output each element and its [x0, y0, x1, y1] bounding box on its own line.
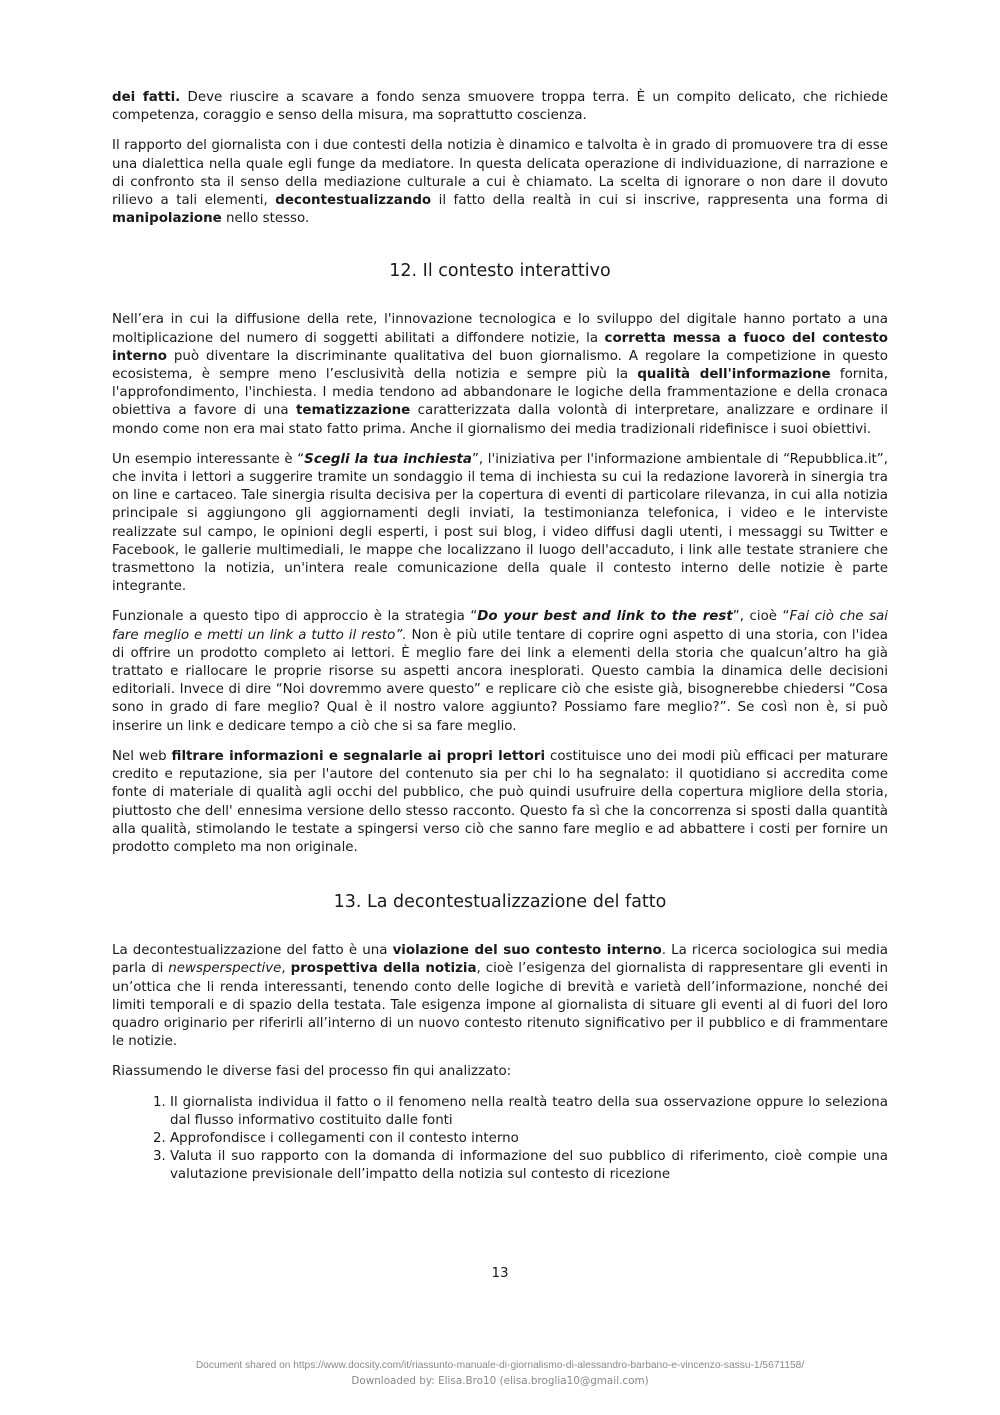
bold-text: decontestualizzando [275, 193, 432, 209]
list-item: 2. Approfondisce i collegamenti con il contesto interno [170, 1130, 888, 1148]
page-number: 13 [491, 1266, 509, 1281]
process-steps-list [112, 1094, 888, 1185]
italic-text: newsperspective [168, 961, 282, 977]
paragraph-riassumendo: Riassumendo le diverse fasi del processo fin qui analizzato: [112, 1064, 512, 1080]
bold-italic-text: Do your best and link to the rest [477, 609, 733, 625]
paragraph-era-rete: Nell’era in cui la diffusione della rete, l'innovazione tecnologica e lo sviluppo del digitale hanno portato a una moltiplicazione del numero di soggetti abilitati a diffondere notizie, la corretta messa a fuoco del contesto interno può diventare la discriminante qualitativa del buon giornalismo. A regolare la competizione in questo ecosistema, è sempre meno l’esclusività della notizia e sempre più la qualità dell'informazione fornita, l'approfondimento, l'inchiesta. I media tendono ad abbandonare le logiche della frammentazione e della cronaca obiettiva a favore di una tematizzazione caratterizzata dalla volontà di interpretare, analizzare e ordinare il mondo come non era mai stato fatto prima. Anche il giornalismo dei media tradizionali ridefinisce i suoi obiettivi. [112, 312, 888, 437]
italic-text: Fai ciò che sai fare meglio e metti un link a tutto il resto”. [112, 609, 888, 643]
paragraph-decontestualizzazione: La decontestualizzazione del fatto è una violazione del suo contesto interno. La ricerca sociologica sui media parla di newsperspective, prospettiva della notizia, cioè l’esigenza del giornalista di rappresentare gli eventi in un’ottica che li renda interessanti, tenendo conto delle logiche di brevità e varietà dell’informazione, nonché dei limiti temporali e di spazio della testata. Tale esigenza impone al giornalista di situare gli eventi al di fuori del loro quadro originario per riferirli all’interno di un nuovo contesto ritenuto significativo per il pubblico e di frammentare le notizie. [112, 943, 888, 1050]
bold-text: qualità dell'informazione [637, 367, 831, 383]
document-page [112, 89, 888, 1185]
bold-text: prospettiva della notizia [290, 961, 477, 977]
bold-text: corretta messa a fuoco del contesto interno [112, 330, 888, 364]
footer-downloaded-by: Downloaded by: Elisa.Bro10 (elisa.broglia10@gmail.com) [351, 1375, 649, 1387]
paragraph-dei-fatti: dei fatti. Deve riuscire a scavare a fondo senza smuovere troppa terra. È un compito delicato, che richiede competenza, coraggio e senso della misura, ma soprattutto coscienza. [112, 90, 888, 124]
footer-shared-link[interactable]: Document shared on https://www.docsity.com/it/riassunto-manuale-di-giornalismo-di-alessandro-barbano-e-vincenzo-sassu-1/5671158/ [195, 1360, 805, 1371]
bold-text: violazione del suo contesto interno [392, 943, 662, 959]
paragraph-filtrare-informazioni: Nel web filtrare informazioni e segnalarle ai propri lettori costituisce uno dei modi più efficaci per maturare credito e reputazione, sia per l'autore del contenuto sia per chi lo ha segnalato: il quotidiano si accredita come fonte di materiale di qualità agli occhi del pubblico, che può quindi usufruire della copertura migliore della storia, piuttosto che dell' ennesima versione dello stesso racconto. Questo fa sì che la concorrenza si sposti dalla quantità alla qualità, stimolando le testate a spingersi verso ciò che sanno fare meglio e ad abbattere i costi per fornire un prodotto completo ma non originale. [112, 748, 888, 855]
list-item: 3. Valuta il suo rapporto con la domanda di informazione del suo pubblico di riferimento, cioè compie una valutazione previsionale dell’impatto della notizia sul contesto di ricezione [170, 1148, 888, 1184]
bold-text: filtrare informazioni e segnalarle ai propri lettori [171, 748, 546, 764]
section-heading-13: 13. La decontestualizzazione del fatto [333, 892, 667, 913]
bold-text: manipolazione [112, 211, 222, 227]
paragraph-rapporto-giornalista: Il rapporto del giornalista con i due contesti della notizia è dinamico e talvolta è in grado di promuovere tra di esse una dialettica nella quale egli funge da mediatore. In questa delicata operazione di individuazione, di narrazione e di confronto sta il senso della mediazione culturale a cui è chiamato. La scelta di ignorare o non dare il dovuto rilievo a tali elementi, decontestualizzando il fatto della realtà in cui si inscrive, rappresenta una forma di manipolazione nello stesso. [112, 138, 888, 227]
bold-italic-text: Scegli la tua inchiesta [304, 451, 472, 467]
paragraph-esempio-inchiesta: Un esempio interessante è “Scegli la tua inchiesta”, l'iniziativa per l'informazione ambientale di “Repubblica.it”, che invita i lettori a suggerire tramite un sondaggio il tema di inchiesta su cui la redazione lavorerà in sinergia tra on line e cartaceo. Tale sinergia risulta decisiva per la copertura di eventi di particolare rilevanza, in cui alla notizia principale si aggiungono gli aggiornamenti degli inviati, la testimonianza telefonica, i video e le interviste realizzate sul campo, le opinioni degli esperti, i post sui blog, i video diffusi dagli utenti, i messaggi su Twitter e Facebook, le gallerie multimediali, le mappe che localizzano il luogo dell'accaduto, i link alle testate straniere che trasmettono la notizia, un'intera reale comunicazione della quale il contesto interno delle notizie è parte integrante. [112, 451, 888, 595]
bold-text: tematizzazione [295, 403, 411, 419]
list-item: 1. Il giornalista individua il fatto o il fenomeno nella realtà teatro della sua osservazione oppure lo seleziona dal flusso informativo costituito dalle fonti [170, 1094, 888, 1130]
section-heading-12: 12. Il contesto interattivo [389, 261, 611, 282]
bold-text: dei fatti. [112, 90, 181, 105]
paragraph-strategia-link: Funzionale a questo tipo di approccio è la strategia “Do your best and link to the rest”, cioè “Fai ciò che sai fare meglio e metti un link a tutto il resto”. Non è più utile tentare di coprire ogni aspetto di una storia, con l'idea di offrire un prodotto completo ai lettori. È meglio fare dei link a elementi della storia che qualcun’altro ha già trattato e riallocare le proprie risorse su aspetti ancora inesplorati. Questo cambia la dinamica delle decisioni editoriali. Invece di dire “Noi dovremmo avere questo” e replicare ciò che esiste già, bisognerebbe chiedersi “Cosa sono in grado di fare meglio? Qual è il nostro valore aggiunto? Possiamo fare meglio?”. Se così non è, si può inserire un link e dedicare tempo a ciò che si sa fare meglio. [112, 609, 888, 734]
